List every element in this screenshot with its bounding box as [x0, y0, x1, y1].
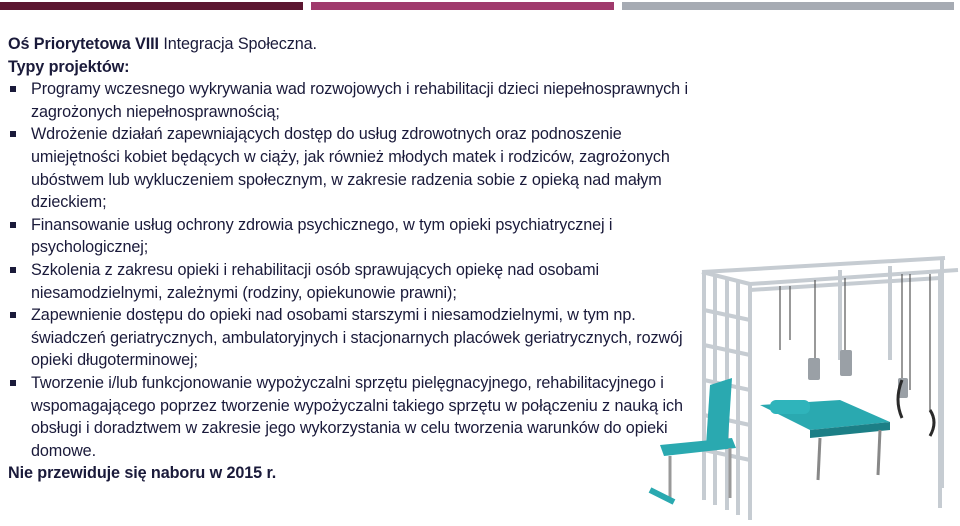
weights: [808, 350, 908, 398]
list-item: [8, 78, 698, 123]
slide-content: [8, 33, 698, 485]
list-item-text: Programy wczesnego wykrywania wad rozwojowych i rehabilitacji dzieci niepełnosprawnych i zagrożonych niepełnosprawnością;: [31, 80, 688, 121]
accent-bar-2: [311, 2, 614, 10]
list-item: [8, 214, 698, 259]
list-item: [8, 259, 698, 304]
list-item: [8, 304, 698, 372]
bullet-icon: [10, 380, 16, 386]
list-item-text: Szkolenia z zakresu opieki i rehabilitacji osób sprawujących opiekę nad osobami niesamodzielnymi, zależnymi (rodziny, opiekunowie prawni);: [31, 260, 599, 302]
treatment-couch: [760, 400, 890, 480]
rehab-frame: [702, 258, 958, 520]
list-item-text: Wdrożenie działań zapewniających dostęp do usług zdrowotnych oraz podnoszenie umiejętności kobiet będących w ciąży, jak również młodych matek i rodziców, zagrożonych ubóstwem lub wykluczeniem społecznym, w zakresie radzenia sobie z opieką nad małym dzieckiem;: [31, 125, 670, 212]
axis-bold: Oś Priorytetowa VIII: [8, 35, 159, 53]
axis-rest: Integracja Społeczna.: [158, 35, 317, 53]
bullet-icon: [10, 131, 16, 137]
list-item: [8, 123, 698, 213]
list-item-text: Finansowanie usług ochrony zdrowia psychicznego, w tym opieki psychiatrycznej i psychologicznej;: [31, 215, 613, 257]
accent-bar-1: [0, 2, 303, 10]
bullet-icon: [10, 267, 16, 273]
bullet-icon: [10, 312, 16, 318]
bullet-icon: [10, 222, 16, 228]
project-types-heading: Typy projektów:: [8, 57, 130, 76]
accent-bar-3: [622, 2, 954, 10]
list-item-text: Zapewnienie dostępu do opieki nad osobami starszymi i niesamodzielnymi, w tym np. świadczeń geriatrycznych, ambulatoryjnych i stacjonarnych placówek geriatrycznych, rozwój opieki długoterminowej;: [31, 306, 683, 370]
footer-note: Nie przewiduje się naboru w 2015 r.: [8, 464, 277, 483]
axis-line: [8, 33, 698, 56]
project-types-list: [8, 78, 698, 462]
list-item-text: Tworzenie i/lub funkcjonowanie wypożyczalni sprzętu pielęgnacyjnego, rehabilitacyjnego i wspomagającego poprzez tworzenie wypożyczalni takiego sprzętu w połączeniu z nauką ich obsługi i doradztwem w zakresie jego wykorzystania w celu tworzenia warunków do opieki domowe.: [31, 373, 683, 460]
list-item: [8, 372, 698, 462]
bullet-icon: [10, 86, 16, 92]
